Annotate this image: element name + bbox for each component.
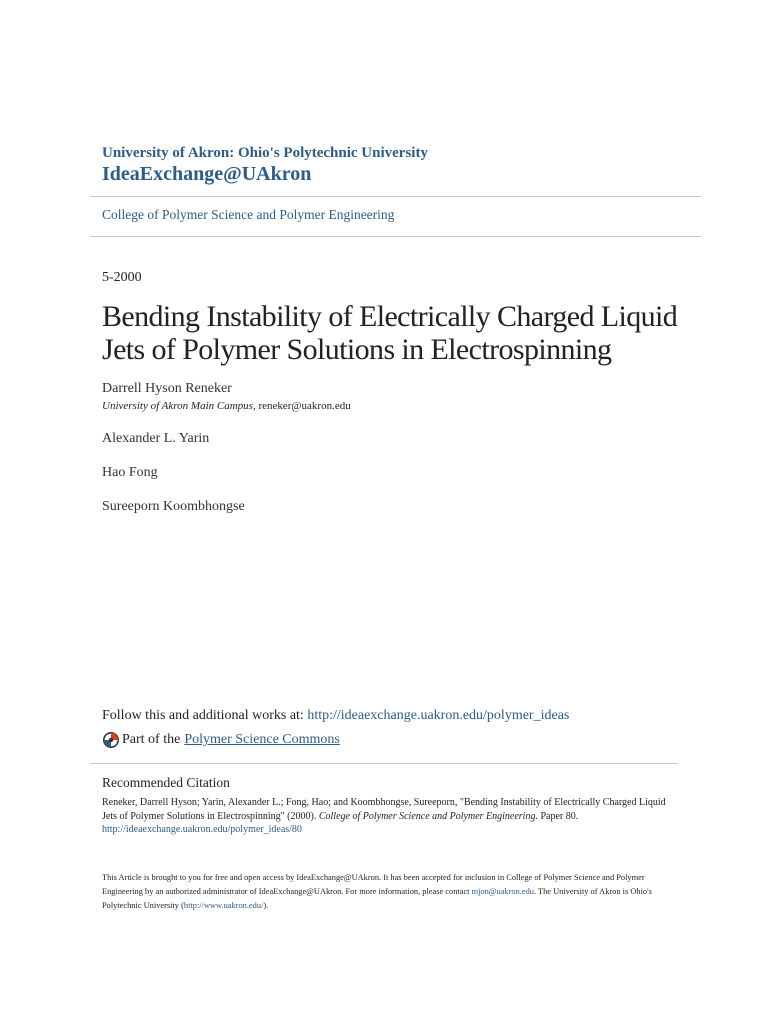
citation-paper-number: Paper 80. [537,810,579,822]
header-block [102,145,702,186]
citation-main: Reneker, Darrell Hyson; Yarin, Alexander L.; Fong, Hao; and Koombhongse, Sureeporn, "Bending Instability of Electrically Charged Liquid Jets of Polymer Solutions in Electrospinning" (2000). [102,797,666,822]
affiliation-name: University of Akron Main Campus [102,400,253,412]
author-affiliation [102,399,351,414]
university-url-link[interactable]: http://www.uakron.edu/ [183,901,264,910]
author-name: Hao Fong [102,465,158,480]
commons-network-icon [102,731,120,749]
contact-email-link[interactable]: mjon@uakron.edu [471,887,534,896]
footer-text-1: This Article is brought to you for free and open access by IdeaExchange@UAkron. It has been accepted for inclusion in College of Polymer Science and Polymer Engineering by an authorized administrator of IdeaExchange@UAkron. For more information, please contact [102,873,645,896]
polymer-science-commons-link[interactable]: Polymer Science Commons [184,732,340,747]
author-name: Alexander L. Yarin [102,431,210,446]
citation-text [102,796,682,823]
citation-series: College of Polymer Science and Polymer Engineering. [318,810,538,822]
part-of-line [102,730,340,750]
footer-text-2: . The University of Akron is Ohio's Polytechnic University ( [102,887,652,910]
part-of-prefix: Part of the [122,732,181,747]
institution-link[interactable]: University of Akron: Ohio's Polytechnic University [102,145,428,161]
follow-line [102,707,569,725]
author-email: , reneker@uakron.edu [252,400,351,412]
citation-heading: Recommended Citation [102,775,230,790]
follow-url-link[interactable]: http://ideaexchange.uakron.edu/polymer_ideas [307,708,570,723]
divider-middle [90,236,701,237]
college-link[interactable]: College of Polymer Science and Polymer Engineering [102,207,395,222]
follow-prefix: Follow this and additional works at: [102,708,308,723]
footer-text-3: ). [263,901,269,910]
divider-top [90,196,701,197]
article-title: Bending Instability of Electrically Charged Liquid Jets of Polymer Solutions in Electrospinning [102,300,678,366]
divider-bottom [90,763,678,764]
publication-date: 5-2000 [102,270,142,285]
repository-link[interactable]: IdeaExchange@UAkron [102,163,312,185]
footer-notice [102,871,674,913]
citation-url-link[interactable]: http://ideaexchange.uakron.edu/polymer_ideas/80 [102,824,302,835]
author-name: Darrell Hyson Reneker [102,381,232,396]
author-name: Sureeporn Koombhongse [102,499,245,514]
